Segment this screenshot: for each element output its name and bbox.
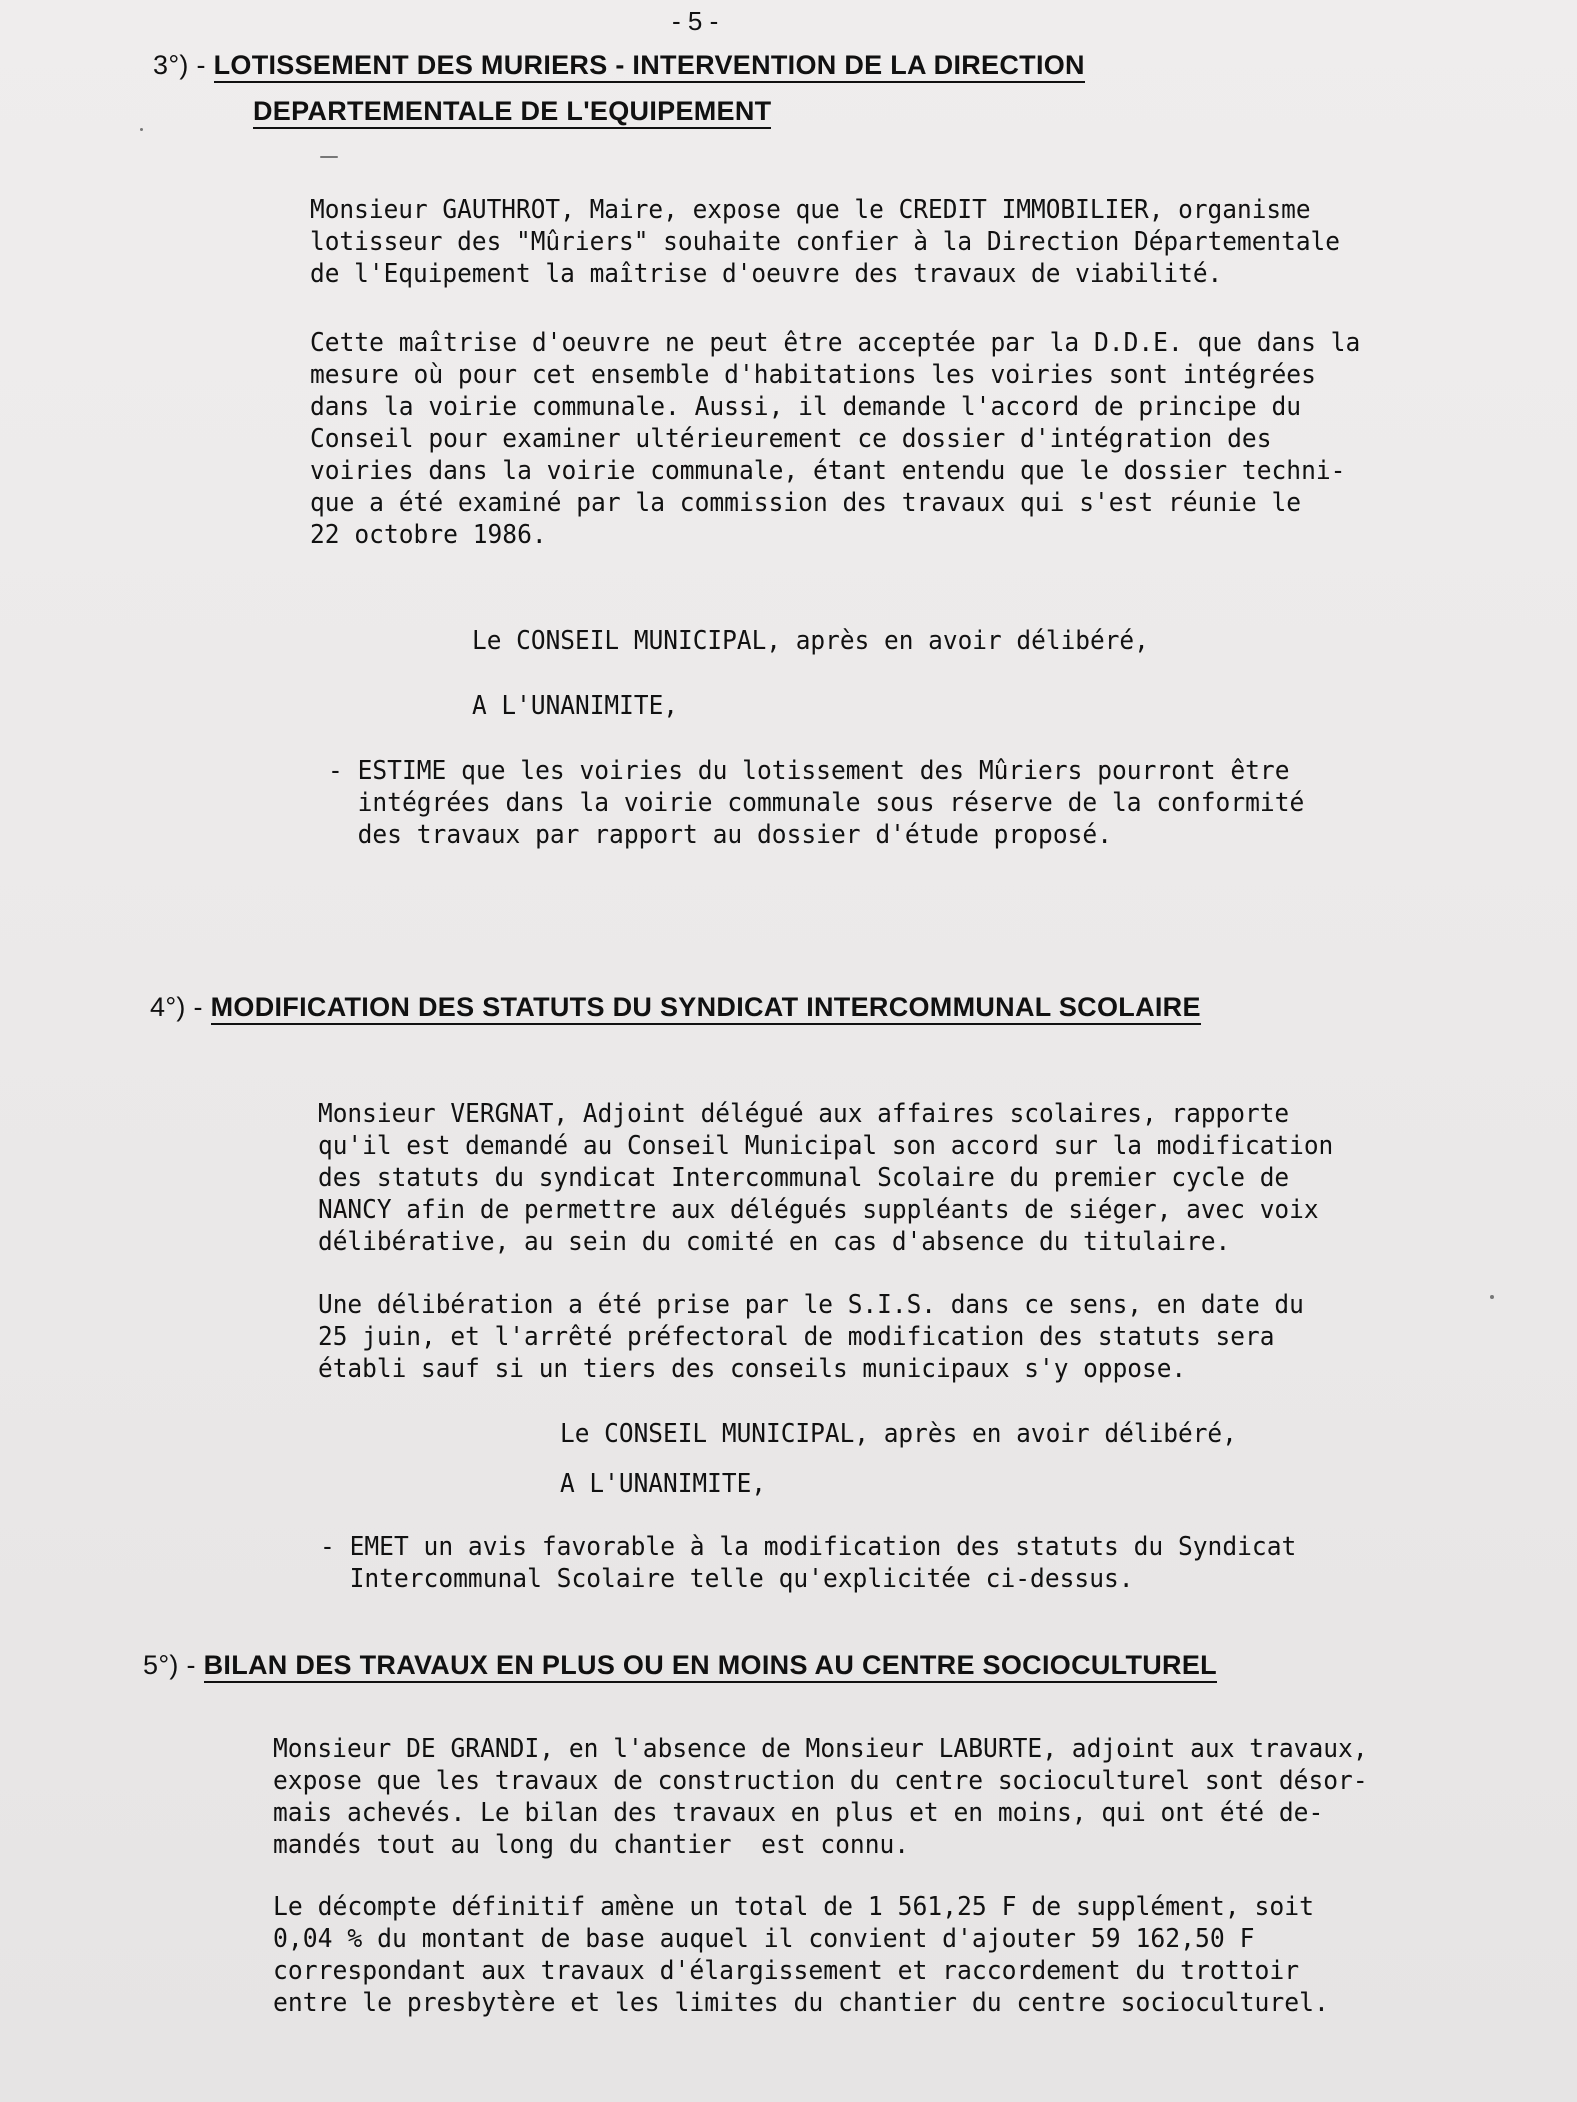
- section-4-paragraph-1: Monsieur VERGNAT, Adjoint délégué aux affaires scolaires, rapporte qu'il est demandé au Conseil Municipal son accord sur la modification des statuts du syndicat Intercommunal Scolaire du premier cycle de NANCY afin de permettre aux délégués suppléants de siéger, avec voix délibérative, au sein du comité en cas d'absence du titulaire.: [318, 1099, 1334, 1257]
- section-5-number: 5°) -: [143, 1650, 204, 1680]
- section-4-title: MODIFICATION DES STATUTS DU SYNDICAT INTERCOMMUNAL SCOLAIRE: [211, 992, 1201, 1025]
- scan-speck: [320, 156, 338, 158]
- section-3-title-line2: DEPARTEMENTALE DE L'EQUIPEMENT: [253, 96, 771, 129]
- section-4-paragraph-2: Une délibération a été prise par le S.I.S. dans ce sens, en date du 25 juin, et l'arrêté préfectoral de modification des statuts sera établi sauf si un tiers des conseils municipaux s'y oppose.: [318, 1290, 1304, 1384]
- section-3-title-line2-wrapper: [253, 96, 771, 127]
- section-5-paragraph-1: Monsieur DE GRANDI, en l'absence de Monsieur LABURTE, adjoint aux travaux, expose que les travaux de construction du centre socioculturel sont désor- mais achevés. Le bilan des travaux en plus et en moins, qui ont été de- mandés tout au long du chantier est connu.: [273, 1734, 1368, 1860]
- scan-speck: [1490, 1295, 1494, 1299]
- section-4-council-statement: Le CONSEIL MUNICIPAL, après en avoir délibéré,: [560, 1419, 1237, 1449]
- section-4-decision: - EMET un avis favorable à la modification des statuts du Syndicat Intercommunal Scolaire telle qu'explicitée ci-dessus.: [320, 1532, 1297, 1594]
- section-3-vote: A L'UNANIMITE,: [472, 691, 679, 721]
- section-5-paragraph-2: Le décompte définitif amène un total de 1 561,25 F de supplément, soit 0,04 % du montant de base auquel il convient d'ajouter 59 162,50 F correspondant aux travaux d'élargissement et raccordement du trottoir entre le presbytère et les limites du chantier du centre socioculturel.: [273, 1892, 1329, 2018]
- section-3-decision: - ESTIME que les voiries du lotissement des Mûriers pourront être intégrées dans la voirie communale sous réserve de la conformité des travaux par rapport au dossier d'étude proposé.: [328, 756, 1305, 850]
- section-3-number: 3°) -: [153, 50, 214, 80]
- section-4-number: 4°) -: [150, 992, 211, 1022]
- section-3-paragraph-1: Monsieur GAUTHROT, Maire, expose que le CREDIT IMMOBILIER, organisme lotisseur des "Mûriers" souhaite confier à la Direction Départementale de l'Equipement la maîtrise d'oeuvre des travaux de viabilité.: [310, 195, 1340, 289]
- section-5-title: BILAN DES TRAVAUX EN PLUS OU EN MOINS AU CENTRE SOCIOCULTUREL: [204, 1650, 1217, 1683]
- section-3-title-line1: LOTISSEMENT DES MURIERS - INTERVENTION DE LA DIRECTION: [214, 50, 1085, 83]
- section-3-council-statement: Le CONSEIL MUNICIPAL, après en avoir délibéré,: [472, 626, 1149, 656]
- section-3-heading: [153, 50, 1085, 81]
- section-3-paragraph-2: Cette maîtrise d'oeuvre ne peut être acceptée par la D.D.E. que dans la mesure où pour cet ensemble d'habitations les voiries sont intégrées dans la voirie communale. Aussi, il demande l'accord de principe du Conseil pour examiner ultérieurement ce dossier d'intégration des voiries dans la voirie communale, étant entendu que le dossier techni- que a été examiné par la commission des travaux qui s'est réunie le 22 octobre 1986.: [310, 328, 1361, 550]
- scan-speck: [140, 128, 143, 131]
- section-5-heading: [143, 1650, 1217, 1681]
- section-4-vote: A L'UNANIMITE,: [560, 1469, 767, 1499]
- section-4-heading: [150, 992, 1201, 1023]
- page-number: - 5 -: [672, 6, 719, 36]
